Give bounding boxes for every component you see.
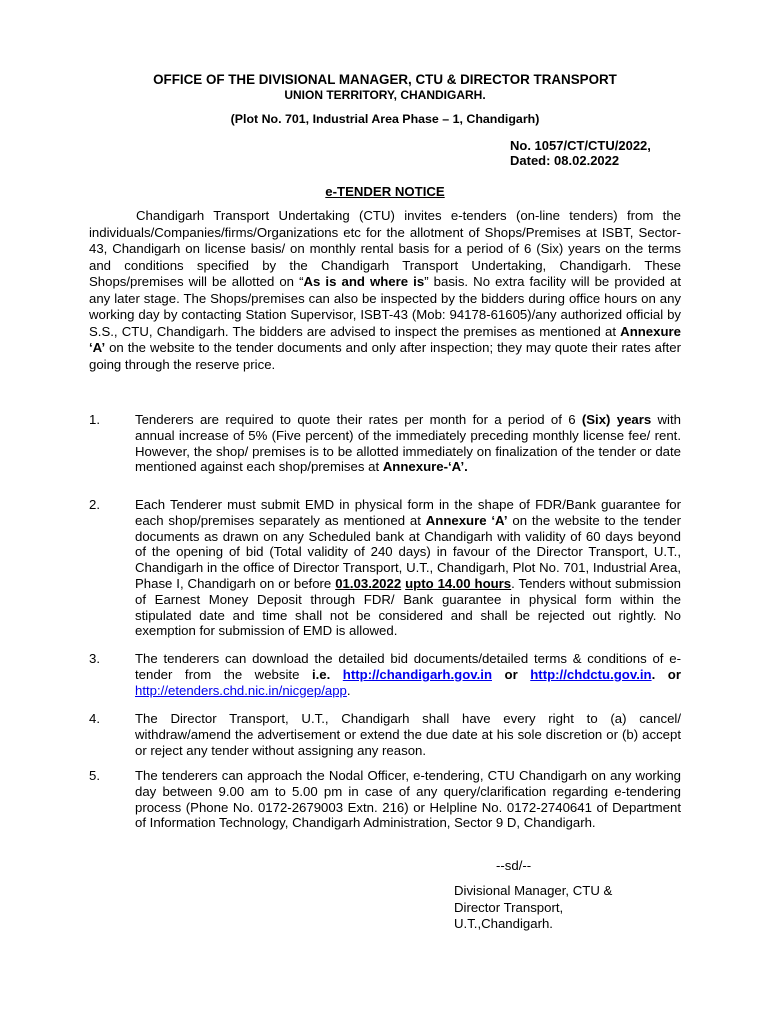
clause-number: 1. (89, 412, 100, 427)
office-heading: OFFICE OF THE DIVISIONAL MANAGER, CTU & DIRECTOR TRANSPORT (153, 72, 617, 87)
signatory-line-2: Director Transport, (454, 899, 564, 915)
signatory-line-3: U.T.,Chandigarh. (454, 916, 553, 931)
clause-text: The Director Transport, U.T., Chandigarh shall have every right to (a) cancel/ withdraw/amend the advertisement or extend the due date at his sole discretion or (b) accept or reject any tender without assigning any reason. (135, 711, 681, 758)
last-date: 01.03.2022 (335, 575, 402, 591)
signature-block (454, 883, 612, 933)
signatory-line-1: Divisional Manager, CTU & (454, 883, 613, 898)
as-is-where-is: As is and where is (303, 274, 425, 289)
link-chdctu-gov[interactable]: http://chdctu.gov.in (530, 666, 652, 682)
reference-block (510, 138, 651, 168)
office-address: (Plot No. 701, Industrial Area Phase – 1, Chandigarh) (230, 112, 540, 126)
link-chandigarh-gov[interactable]: http://chandigarh.gov.in (342, 666, 492, 682)
last-time: upto 14.00 hours (405, 575, 512, 591)
clause-number: 5. (89, 768, 100, 783)
clause-text: Each Tenderer must submit EMD in physical form in the shape of FDR/Bank guarantee for each shop/premises separately as mentioned at Annexure ‘A’ on the website to the tender documents as drawn on any Scheduled bank at Chandigarh with validity of 60 days beyond of the opening of bid (Total validity of 240 days) in favour of the Director Transport, U.T., Chandigarh in the office of Director Transport, U.T., Chandigarh, Plot No. 701, Industrial Area, Phase I, Chandigarh on or before 01.03.2022 upto 14.00 hours. Tenders without submission of Earnest Money Deposit through FDR/ Bank guarantee in physical form within the stipulated date and time shall not be considered and shall be rejected out rightly. No exemption for submission of EMD is allowed. (135, 497, 681, 639)
clause-number: 2. (89, 497, 100, 512)
notice-title: e-TENDER NOTICE (325, 184, 445, 199)
clause-text: The tenderers can download the detailed bid documents/detailed terms & conditions of e-tender from the website i.e. http://chandigarh.gov.in or http://chdctu.gov.in. or http://etenders.chd.nic.in/nicgep/app. (135, 651, 681, 698)
clause-text: Tenderers are required to quote their rates per month for a period of 6 (Six) years with annual increase of 5% (Five percent) of the immediately preceding monthly license fee/ rent. However, the shop/ premises is to be allotted immediately on finalization of the tender or date mentioned against each shop/premises at Annexure-‘A’. (135, 412, 681, 475)
clause-text: The tenderers can approach the Nodal Officer, e-tendering, CTU Chandigarh on any working day between 9.00 am to 5.00 pm in case of any query/clarification regarding e-tendering process (Phone No. 0172-2679003 Extn. 216) or Helpline No. 0172-2740641 of Department of Information Technology, Chandigarh Administration, Sector 9 D, Chandigarh. (135, 768, 681, 831)
clause-number: 3. (89, 651, 100, 666)
clause-number: 4. (89, 711, 100, 726)
territory-heading: UNION TERRITORY, CHANDIGARH. (284, 88, 486, 102)
annexure-a-ref: Annexure ‘A’ (89, 323, 681, 355)
intro-paragraph: Chandigarh Transport Undertaking (CTU) invites e-tenders (on-line tenders) from the individuals/Companies/firms/Organizations etc for the allotment of Shops/Premises at ISBT, Sector-43, Chandigarh on license basis/ on monthly rental basis for a period of 6 (Six) years on the terms and conditions specified by the Chandigarh Transport Undertaking, Chandigarh. These Shops/premises will be allotted on “As is and where is” basis. No extra facility will be provided at any later stage. The Shops/premises can also be inspected by the bidders during office hours on any working day by contacting Station Supervisor, ISBT-43 (Mob: 94178-61605)/any authorized official by S.S., CTU, Chandigarh. The bidders are advised to inspect the premises as mentioned at Annexure ‘A’ on the website to the tender documents and only after inspection; they may quote their rates after going through the reserve price. (89, 208, 681, 372)
reference-date: Dated: 08.02.2022 (510, 153, 620, 168)
signed-mark: --sd/-- (496, 858, 532, 873)
reference-number: No. 1057/CT/CTU/2022, (510, 138, 651, 153)
link-etenders[interactable]: http://etenders.chd.nic.in/nicgep/app (135, 682, 347, 698)
